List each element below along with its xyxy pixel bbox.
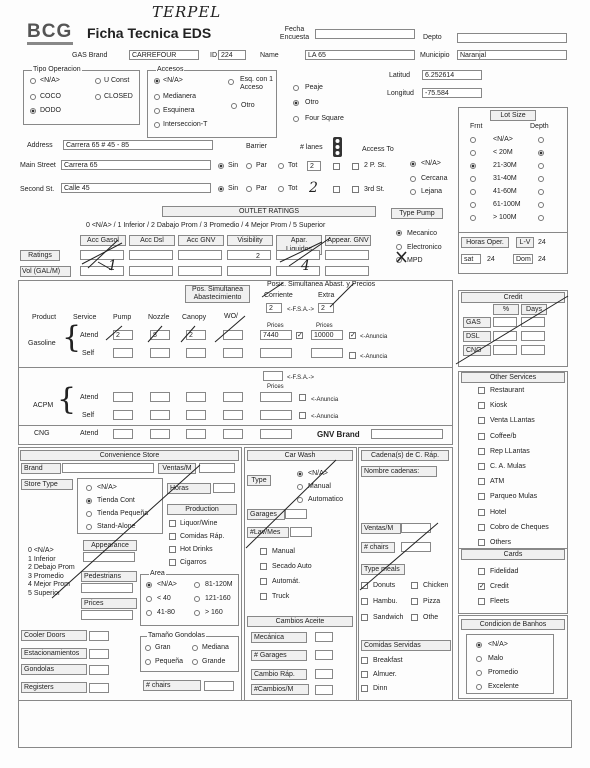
dom-field[interactable]: Dom [513,254,533,264]
product-label: Product [32,314,57,321]
acpm-brace: { [57,382,77,417]
service-c-a-mulas-label: C. A. Mulas [490,463,526,470]
vol-label: Vol (GAL/M) [20,266,71,277]
cw-garages-label: Garages [247,509,285,520]
prod-cigarros-label: Cigarros [180,559,207,566]
gasoline-brace: { [62,320,82,355]
accesos-esquinera-label: Esquinera [163,107,195,114]
prod-liquor-wine-label: Liquor/Wine [180,520,218,527]
canopy-label: Canopy [182,314,207,321]
prices-label-1: Prices [267,323,284,329]
handwritten-terpel: TERPEL [152,3,222,21]
lot-size-21-30m-label: 21-30M [493,162,517,169]
meal-sandwich-label: Sandwich [373,614,404,621]
tipo-uconst-label: U Const [104,77,130,84]
cadena-ventas-label: Ventas/M [361,523,401,534]
service-parqueo-mulas-label: Parqueo Mulas [490,493,538,501]
municipio-label: Municipio [420,52,450,59]
longitud-label: Longitud [387,90,414,97]
pump-mecanico-label: Mecanico [407,230,437,237]
tam-pequena-label: Pequeña [155,658,184,665]
store-scale-4: 4 Mejor Prom [28,581,71,589]
accesos-otro-label: Otro [241,102,255,109]
access-to-label: Access To [362,146,394,153]
accesos-interseccion-label: Interseccion-T [163,121,208,128]
lot-depth-label: Depth [530,123,549,130]
store-scale-2: 2 Debajo Prom [28,564,75,572]
service-rep-llantas-label: Rep LLantas [490,447,530,455]
acpm-anuncia-2: <-Anuncia [311,414,339,420]
cw-manual-label: Manual [308,483,331,490]
cw-truck-label: Truck [272,593,290,600]
acpm-label: ACPM [33,402,54,409]
third-st-label: 3rd St. [364,186,385,193]
outlet-scale: 0 <N/A> / 1 Inferior / 2 Dabajo Prom / 3 Promedio / 4 Mejor Prom / 5 Superior [86,222,326,229]
second-par-label: Par [256,185,267,192]
service-hotel-label: Hotel [490,508,507,516]
lot-size-100m-label: > 100M [493,214,517,221]
municipio-field[interactable]: Naranjal [457,50,567,60]
outlet-col-acc-gnv: Acc GNV [178,235,224,246]
tam-mediana-label: Mediana [202,644,229,651]
appearance-label: Appearance [83,540,137,551]
lot-size-61-100m-label: 61-100M [493,201,521,208]
address-label: Address [27,142,53,149]
peaje-otro-label: Otro [305,99,319,106]
second-lanes-hand: 2 [309,180,318,196]
store-scale-1: 1 Inferior [28,555,56,563]
latitud-field[interactable]: 6.252614 [422,70,482,80]
acc-gasol-hand: 1 [108,258,117,274]
cw-autom-t-label: Automát. [272,578,301,585]
wo-label: WO/ [224,313,238,320]
main-street-field[interactable]: Carrera 65 [61,160,211,170]
sat-value: 24 [487,256,495,263]
area-81-120m-label: 81-120M [205,581,233,588]
name-label: Name [260,52,279,59]
cambios-title: Cambios Aceite [247,616,353,627]
comida-breakfast-label: Breakfast [373,657,403,664]
main-lanes-field[interactable]: 2 [307,161,321,171]
store-type-label: Store Type [21,479,73,490]
pump-mpd-label: MPD [407,257,423,264]
service-others-label: Others [490,539,512,546]
id-field[interactable]: 224 [218,50,246,60]
prod-comidas-r-p-label: Comidas Ráp. [180,533,225,540]
second-st-field[interactable]: Calle 45 [61,183,211,193]
id-label: ID [210,52,217,59]
store-chairs-label: # chairs [143,680,201,691]
outlet-col-apar-liquidos: Apar. [276,235,322,255]
prices-label-2: Prices [316,323,333,329]
acpm-fsa-label: <-F.S.A.-> [287,375,315,381]
fecha-label: Fecha Encuesta [279,26,310,41]
cw-secado-auto-label: Secado Auto [272,563,312,570]
area-n-a-label: <N/A> [157,581,177,588]
comidas-label: Comidas Servidas [361,640,451,651]
lot-size-title: Lot Size [490,110,536,121]
car-wash-title: Car Wash [247,450,353,461]
banos-promedio-label: Promedio [488,669,518,676]
nozzle-label: Nozzle [148,314,170,321]
type-pump-button[interactable]: Type Pump [391,208,443,219]
accesos-medianera-label: Medianera [163,93,197,100]
store-registers-label: Registers [21,682,87,693]
banos-excelente-label: Excelente [488,683,519,690]
card-credit-label: Credit [490,583,509,590]
pos-simultaneas-label: Pos. Simultanea Abastecimiento [185,285,250,303]
acpm-prices-label: Prices [267,384,284,390]
card-fleets-label: Fleets [490,598,510,605]
service-atm-label: ATM [490,478,505,486]
mecanica-label: Mecánica [251,632,307,643]
lot-size-31-40m-label: 31-40M [493,175,517,182]
lot-frnt-label: Frnt [470,123,483,130]
tam-grande-label: Grande [202,658,226,665]
second-p-st-label: 2 P. St. [364,162,387,169]
access-na-label: <N/A> [421,160,441,167]
pump-field[interactable]: 2 [113,330,133,340]
pump-electronico-label: Electronico [407,244,442,251]
service-venta-llantas-label: Venta LLantas [490,417,535,425]
nozzle-field[interactable]: 8 [150,330,170,340]
cw-automatico-label: Automatico [308,496,344,503]
lanes-label: # lanes [300,144,323,151]
gasoline-label: Gasoline [28,340,56,347]
production-label: Production [167,504,237,515]
service-cobro-de-cheques-label: Cobro de Cheques [490,523,549,531]
prod-hot-drinks-label: Hot Drinks [180,546,213,553]
comida-almuer-label: Almuer. [373,671,397,678]
tipo-dodo-label: DODO [40,107,61,114]
service-coffee-b-label: Coffee/b [490,432,517,440]
cards-title: Cards [461,549,565,560]
depto-label: Depto [423,34,442,41]
cambios-garages-label: # Garages [251,650,307,661]
store-gondolas-label: Gondolas [21,664,87,675]
ratings-label: Ratings [20,250,60,261]
credit-pct-label: % [493,304,519,315]
lot-size-41-60m-label: 41-60M [493,188,517,195]
meal-pizza-label: Pizza [423,598,441,605]
nombre-cadenas-label: Nombre cadenas: [361,466,437,477]
price-extra-check[interactable]: ✓ [350,332,356,339]
store-type-tienda-peque-a-label: Tienda Pequeña [97,510,149,517]
accesos-na-label: <N/A> [163,77,183,84]
pedestrians-label: Pedestrians [81,571,137,582]
brand-label: Brand [21,463,61,474]
peaje-label: Peaje [305,84,323,91]
store-type-tienda-cont-label: Tienda Cont [97,497,135,504]
visibility-value: 2 [256,253,260,260]
type-meals-label: Type meals [361,564,405,575]
corriente-label: Corriente [264,292,293,299]
area-160-label: > 160 [205,609,223,616]
cambio-rap-label: Cambio Ráp. [251,669,307,680]
area-40-label: < 40 [157,595,171,602]
lot-size-n-a-label: <N/A> [493,136,513,143]
area-121-160-label: 121-160 [205,595,231,602]
address-field[interactable]: Carrera 65 # 45 - 85 [63,140,213,150]
store-estac-label: Estacionamientos [21,648,87,659]
cadena-title: Cadena(s) de C. Ráp. [361,450,449,461]
lot-size-20m-label: < 20M [493,149,513,156]
outlet-ratings-title: OUTLET RATINGS [162,206,376,217]
acpm-anuncia-1: <-Anuncia [311,397,339,403]
pump-label: Pump [113,314,132,321]
canopy-field[interactable]: 2 [186,330,206,340]
service-restaurant-label: Restaurant [490,387,525,394]
card-fidelidad-label: Fidelidad [490,568,519,575]
cambios-m-label: #Cambios/M [251,684,309,695]
name-field[interactable]: LA 65 [305,50,415,60]
main-par-label: Par [256,162,267,169]
fsa-label: <-F.S.A.-> [287,307,315,313]
meal-hambu-label: Hambu. [373,598,398,605]
credit-days-label: Days [521,304,547,315]
tipo-na-label: <N/A> [40,77,60,84]
credit-title: Credit [461,292,565,303]
gas-brand-field[interactable]: CARREFOUR [129,50,199,60]
credit-cng-label: CNG [463,345,491,356]
latitud-label: Latitud [389,72,411,79]
accesos-esq-label: Esq. con 1 Acceso [240,76,274,91]
outlet-col-visibility: Visibility [227,235,273,246]
tipo-closed-label: CLOSED [104,93,133,100]
main-tot-label: Tot [288,162,298,169]
cw-manual-label: Manual [272,548,295,555]
store-title: Convenience Store [20,450,239,461]
form-title: Ficha Tecnica EDS [87,25,212,41]
cng-label: CNG [34,430,50,437]
sat-field[interactable]: sat [461,254,481,264]
tam-gran-label: Gran [155,644,171,651]
credit-dsl-label: DSL [463,331,491,342]
lv-value: 24 [538,239,546,246]
accesos-label: Accesos [157,66,184,73]
gas-brand-label: GAS Brand [72,52,108,59]
ventas-label: Ventas/M [158,463,196,474]
tipo-operacion-label: Tipo Operacion [33,66,81,73]
cng-atend-label: Atend [80,430,99,437]
banos-n-a-label: <N/A> [488,641,508,648]
price-extra-field[interactable]: 10000 [311,330,343,340]
extra-label: Extra [318,292,335,299]
tamano-label: Tamaño Gondolas [148,632,205,639]
outlet-col-appear-gnv: Appear. GNV [325,235,371,246]
horas-store-label: Horas [167,483,211,494]
second-tot-label: Tot [288,185,298,192]
barrier-label: Barrier [246,143,268,150]
outlet-col-acc-dsl: Acc Dsl [129,235,175,246]
service-label: Service [73,314,97,321]
card-credit-check[interactable]: ✓ [479,583,485,590]
meal-donuts-label: Donuts [373,582,396,589]
comida-dinn-label: Dinn [373,685,388,692]
gas-atend-label: Atend [80,332,99,339]
store-scale-3: 3 Promedio [28,572,64,580]
anuncia-label: <-Anuncia [360,334,388,340]
service-kiosk-label: Kiosk [490,402,508,410]
acpm-self-label: Self [82,412,95,419]
price-corriente-field[interactable]: 7440 [260,330,292,340]
second-sin-label: Sin [228,185,239,192]
dom-value: 24 [538,256,546,263]
meal-chicken-label: Chicken [423,582,449,589]
store-type-n-a-label: <N/A> [97,484,117,491]
longitud-field[interactable]: -75.584 [422,88,482,98]
apar-liq-hand: 4 [301,258,310,274]
corriente-field[interactable]: 2 [266,303,282,313]
area-label: Area [150,570,165,577]
cw-type-label: Type [247,475,271,486]
meal-othe-label: Othe [423,614,439,621]
horas-label: Horas Oper. [461,237,509,248]
gnv-brand-label: GNV Brand [317,430,360,439]
extra-field[interactable]: 2 [318,303,334,313]
store-cooler-label: Cooler Doors [21,630,87,641]
gas-self-label: Self [82,350,95,357]
main-street-label: Main Street [20,162,56,169]
outlet-col-acc-gasol: Acc Gasol [80,235,126,246]
tipo-coco-label: COCO [40,93,61,100]
acpm-atend-label: Atend [80,394,99,401]
access-lejana-label: Lejana [421,188,443,195]
four-square-label: Four Square [305,115,344,122]
second-st-label: Second St. [20,186,55,193]
store-scale-0: 0 <N/A> [28,547,54,554]
cw-n-a-label: <N/A> [308,470,328,477]
banos-title: Condicion de Banhos [461,619,565,630]
area-41-80-label: 41-80 [157,609,175,616]
prices-store-label: Prices [81,598,137,609]
cw-lav-label: #Lav/Mes [247,527,289,538]
self-anuncia-label: <-Anuncia [360,354,388,360]
store-scale-5: 5 Superior [28,590,61,597]
main-sin-label: Sin [228,162,239,169]
cadena-chairs-label: # chairs [361,542,395,553]
posic-label: Posic. Simultanea Abast. y Precios [267,281,376,288]
logo: BCG [27,21,73,42]
credit-gas-label: GAS [463,317,491,328]
access-cercana-label: Cercana [421,175,448,182]
price-corriente-check[interactable]: ✓ [297,332,303,339]
other-services-title: Other Services [461,372,565,383]
banos-malo-label: Malo [488,655,504,662]
store-type-stand-alone-label: Stand-Alone [97,523,136,530]
lv-label: L-V [516,237,534,248]
